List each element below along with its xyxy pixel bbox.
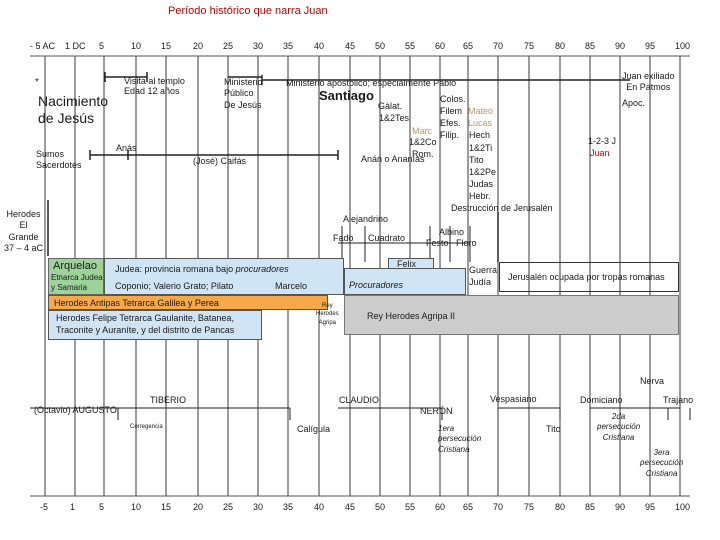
top-axis-tick-label: 90 [615, 41, 626, 51]
priest-caifas: (José) Caifás [193, 156, 247, 166]
top-axis-tick-label: 85 [585, 41, 596, 51]
book-ti: 1&2Ti [469, 143, 493, 153]
guerra-label: Guerra Judía [469, 265, 498, 287]
felipe-box: Herodes Felipe Tetrarca Gaulanite, Batanea, Traconite y Auraníte, y del distrito de Pancas [48, 310, 262, 340]
top-axis-tick-label: 65 [463, 41, 474, 51]
juan-exile-label: Juan exiliado En Patmos [622, 71, 675, 93]
top-axis-tick-label: 100 [675, 41, 691, 51]
book-colos: Colos. [440, 94, 466, 104]
book-juan-epist: 1-2-3 J [588, 136, 617, 146]
bottom-axis-tick-label: 35 [283, 502, 294, 512]
bottom-axis-tick-label: 5 [99, 502, 105, 512]
bottom-axis-tick-label: 50 [375, 502, 386, 512]
book-galat: Gálat. [378, 101, 403, 111]
book-co: 1&2Co [409, 137, 437, 147]
judea-province-box: Judea: provincia romana bajo procuradores Coponio; Valerio Grato; Pilato Marcelo [104, 258, 344, 295]
temple-visit-label: Visita al templo Edad 12 años [124, 76, 185, 97]
book-marc: Marc [412, 126, 432, 136]
bottom-axis-tick-label: -5 [40, 502, 49, 512]
top-axis-tick-label: - 5 AC [30, 41, 56, 51]
santiago-label: Santiago [319, 88, 374, 103]
emperor-tiberio: TIBERIO [150, 395, 187, 405]
top-axis-tick-label: 55 [405, 41, 416, 51]
destruction-label: Destrucción de Jerusalén [451, 203, 553, 213]
book-filip: Filip. [440, 130, 460, 140]
bottom-axis-tick-label: 1 [70, 502, 76, 512]
top-axis-tick-label: 25 [223, 41, 234, 51]
bottom-axis-tick-label: 80 [555, 502, 566, 512]
proc-festo: Festo [426, 238, 449, 248]
book-judas: Judas [469, 179, 494, 189]
arquelao-box: Arquelao Etnarca Judea y Samaria [48, 258, 104, 295]
bottom-axis-tick-label: 30 [253, 502, 264, 512]
top-axis-tick-label: 15 [161, 41, 172, 51]
apostolic-label: Ministerio apostólico; especialmente Pablo [286, 78, 457, 88]
book-mateo: Mateo [468, 106, 494, 116]
priest-anan: Anán o Ananías [361, 154, 425, 164]
ministry-label: Ministerio Público De Jesús [224, 77, 263, 110]
top-axis-tick-label: 35 [283, 41, 294, 51]
birth-label: Nacimiento de Jesús [38, 93, 109, 126]
proc-floro: Floro [456, 238, 477, 248]
agripa-ii-box: Rey Herodes Agripa II [344, 295, 679, 335]
bottom-axis-tick-label: 25 [223, 502, 234, 512]
bottom-axis-tick-label: 70 [493, 502, 504, 512]
proc-albino: Albino [439, 227, 465, 237]
emperor-caligula: Calígula [297, 424, 331, 434]
top-axis-tick-label: 70 [493, 41, 504, 51]
top-axis-tick-label: 50 [375, 41, 386, 51]
bottom-axis-tick-label: 100 [675, 502, 691, 512]
emperor-neron: NERÓN [420, 406, 453, 416]
emperor-claudio: CLAUDIO [339, 395, 380, 405]
bottom-axis-tick-label: 95 [645, 502, 656, 512]
proc-fado: Fado [333, 233, 354, 243]
agripa-label: Rey Herodes Agripa [316, 303, 339, 326]
book-juan: Juan [590, 148, 610, 158]
bottom-axis-tick-label: 45 [345, 502, 356, 512]
bottom-axis-tick-label: 55 [405, 502, 416, 512]
top-axis-tick-label: 10 [131, 41, 142, 51]
persecution-1: 1era persecución Cristiana [438, 424, 482, 454]
emperor-trajano: Trajano [663, 395, 694, 405]
top-axis-tick-label: 20 [193, 41, 204, 51]
felix-box: Felix [388, 258, 434, 269]
antipas-box: Herodes Antipas Tetrarca Galilea y Perea [48, 295, 328, 310]
proc-alejandrino: Alejandrino [343, 214, 389, 224]
book-apoc: Apoc. [622, 98, 646, 108]
priest-anas: Anás [116, 143, 137, 153]
birth-star: * [35, 77, 39, 88]
persecution-3: 3era persecución Cristiana [640, 448, 684, 478]
persecution-2: 2da persecución Cristiana [597, 412, 641, 442]
book-filem: Filem [440, 106, 462, 116]
corregencia-label: Corregencia [130, 424, 163, 430]
emperor-augusto: (Octavio) AUGUSTO [34, 405, 117, 415]
bottom-axis-tick-label: 15 [161, 502, 172, 512]
book-rom: Rom. [412, 149, 434, 159]
top-axis-tick-label: 45 [345, 41, 356, 51]
herod-great-label: Herodes El Grande 37 – 4 aC [4, 209, 44, 253]
emperor-nerva: Nerva [640, 376, 665, 386]
bottom-axis-tick-label: 65 [463, 502, 474, 512]
chart-title: Período histórico que narra Juan [168, 5, 328, 17]
bottom-axis-tick-label: 90 [615, 502, 626, 512]
book-tito: Tito [469, 155, 484, 165]
emperor-vespasiano: Vespasiano [490, 394, 537, 404]
bottom-axis-tick-label: 60 [435, 502, 446, 512]
proc-cuadrato: Cuadrato [368, 233, 406, 243]
bottom-axis-tick-label: 40 [314, 502, 325, 512]
priests-label: Sumos Sacerdotes [36, 149, 82, 171]
book-lucas: Lucas [468, 118, 493, 128]
top-axis-tick-label: 80 [555, 41, 566, 51]
ocupada-box: Jerusalén ocupada por tropas romanas [499, 262, 679, 292]
book-hebr: Hebr. [469, 191, 491, 201]
book-efes: Efes. [440, 118, 461, 128]
procurators-box: Procuradores [344, 268, 466, 295]
top-axis-tick-label: 40 [314, 41, 325, 51]
book-tes: 1&2Tes [379, 113, 410, 123]
book-hech: Hech [469, 130, 491, 140]
book-pe: 1&2Pe [469, 167, 497, 177]
top-axis-tick-label: 95 [645, 41, 656, 51]
top-axis-tick-label: 5 [99, 41, 105, 51]
top-axis-tick-label: 75 [524, 41, 535, 51]
emperor-domiciano: Domiciano [580, 395, 623, 405]
bottom-axis-tick-label: 85 [585, 502, 596, 512]
top-axis-tick-label: 1 DC [65, 41, 86, 51]
emperor-tito: Tito [546, 424, 561, 434]
bottom-axis-tick-label: 75 [524, 502, 535, 512]
bottom-axis-tick-label: 10 [131, 502, 142, 512]
top-axis-tick-label: 30 [253, 41, 264, 51]
bottom-axis-tick-label: 20 [193, 502, 204, 512]
top-axis-tick-label: 60 [435, 41, 446, 51]
